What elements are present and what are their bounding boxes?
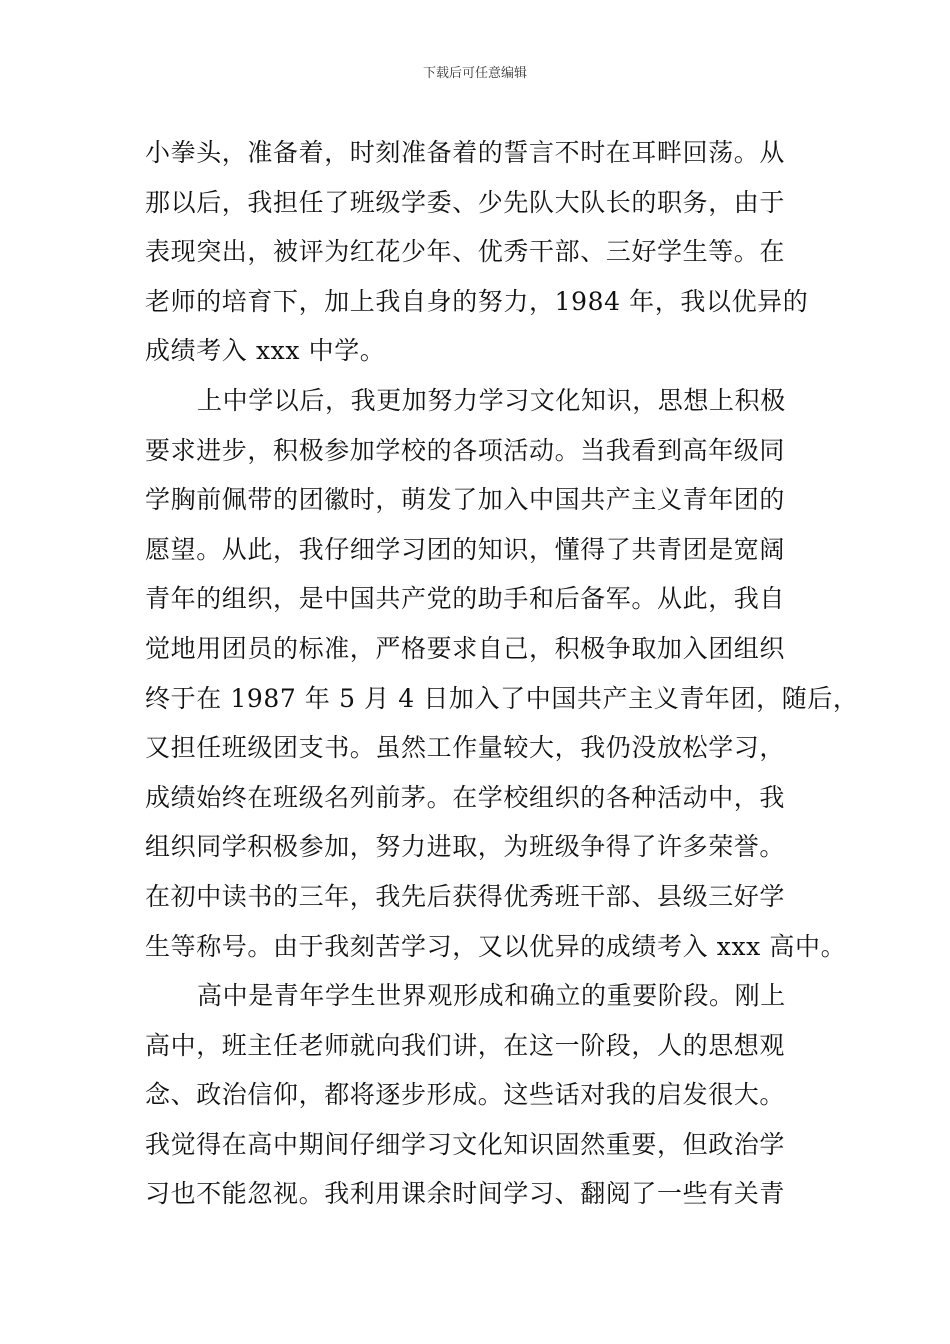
- text-line: 组织同学积极参加，努力进取，为班级争得了许多荣誉。: [145, 832, 786, 862]
- text-line: 表现突出，被评为红花少年、优秀干部、三好学生等。在: [145, 237, 786, 267]
- text-line: 又担任班级团支书。虽然工作量较大，我仍没放松学习，: [145, 733, 786, 763]
- text-line: 在初中读书的三年，我先后获得优秀班干部、县级三好学: [145, 881, 786, 911]
- text-line: 觉地用团员的标准，严格要求自己，积极争取加入团组织: [145, 633, 786, 663]
- text-line: 学胸前佩带的团徽时，萌发了加入中国共产主义青年团的: [145, 485, 786, 515]
- text-line: 习也不能忽视。我利用课余时间学习、翻阅了一些有关青: [145, 1179, 786, 1209]
- text-line: 成绩考入 xxx 中学。: [145, 336, 386, 366]
- page-header: 下载后可任意编辑: [422, 66, 527, 81]
- paragraph-first-line: 高中是青年学生世界观形成和确立的重要阶段。刚上: [197, 981, 786, 1011]
- text-line: 念、政治信仰，都将逐步形成。这些话对我的启发很大。: [145, 1080, 786, 1110]
- text-line: 我觉得在高中期间仔细学习文化知识固然重要，但政治学: [145, 1129, 786, 1159]
- text-line: 高中，班主任老师就向我们讲，在这一阶段，人的思想观: [145, 1030, 786, 1060]
- text-line: 终于在 1987 年 5 月 4 日加入了中国共产主义青年团，随后，: [145, 683, 859, 713]
- text-line: 要求进步，积极参加学校的各项活动。当我看到高年级同: [145, 435, 786, 465]
- body-text: [145, 128, 859, 1219]
- text-line: 那以后，我担任了班级学委、少先队大队长的职务，由于: [145, 187, 786, 217]
- text-line: 小拳头，准备着，时刻准备着的誓言不时在耳畔回荡。从: [145, 138, 786, 167]
- paragraph-first-line: 上中学以后，我更加努力学习文化知识，思想上积极: [197, 385, 786, 415]
- text-line: 成绩始终在班级名列前茅。在学校组织的各种活动中，我: [145, 782, 786, 812]
- text-line: 生等称号。由于我刻苦学习，又以优异的成绩考入 xxx 高中。: [145, 931, 847, 961]
- text-line: 青年的组织，是中国共产党的助手和后备军。从此，我自: [145, 584, 786, 614]
- text-line: 愿望。从此，我仔细学习团的知识，懂得了共青团是宽阔: [145, 534, 786, 564]
- text-line: 老师的培育下，加上我自身的努力，1984 年，我以优异的: [145, 286, 809, 316]
